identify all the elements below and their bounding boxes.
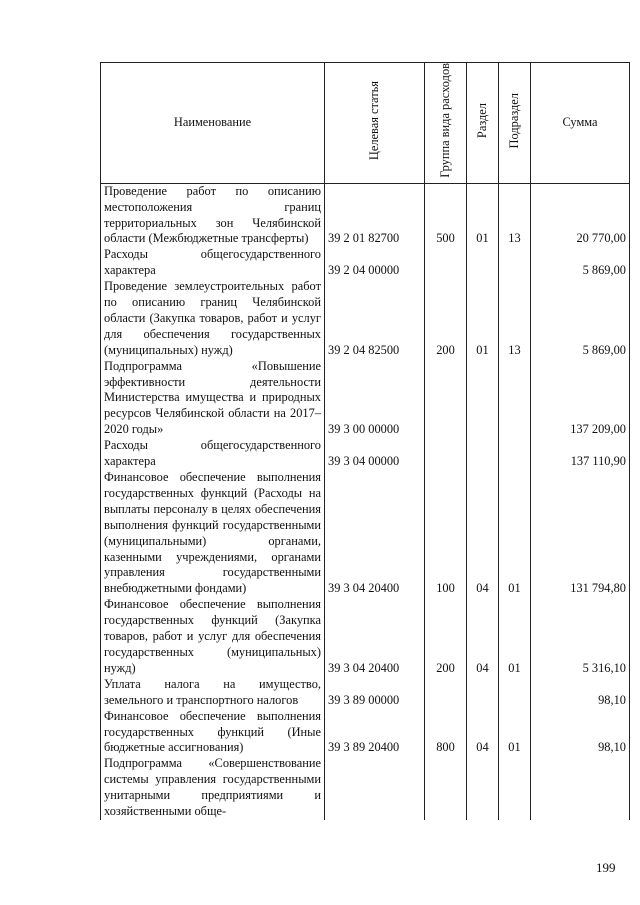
header-section: Раздел bbox=[467, 63, 499, 184]
table-row bbox=[101, 470, 630, 597]
row-subsection-cell bbox=[499, 677, 531, 709]
row-target-article-cell: 39 3 04 20400 bbox=[325, 597, 425, 677]
row-sum-cell: 5 316,10 bbox=[531, 597, 630, 677]
row-subsection-cell: 01 bbox=[499, 597, 531, 677]
table-row bbox=[101, 677, 630, 709]
row-subsection-cell: 13 bbox=[499, 183, 531, 247]
row-section-cell: 04 bbox=[467, 597, 499, 677]
row-expense-group-cell bbox=[425, 677, 467, 709]
budget-table bbox=[100, 62, 630, 820]
page-number: 199 bbox=[596, 860, 616, 875]
row-section-cell bbox=[467, 677, 499, 709]
row-expense-group-cell bbox=[425, 359, 467, 439]
row-expense-group-cell: 800 bbox=[425, 709, 467, 757]
row-target-article-cell: 39 3 89 00000 bbox=[325, 677, 425, 709]
row-name-cell: Подпрограмма «Совершенствование системы управления государственными унитарными предприятиями и хозяйственными обще- bbox=[101, 756, 325, 820]
row-section-cell bbox=[467, 359, 499, 439]
row-name-cell: Проведение работ по описанию местоположения границ территориальных зон Челябинской области (Межбюджетные трансферты) bbox=[101, 183, 325, 247]
table-row bbox=[101, 597, 630, 677]
row-target-article-cell bbox=[325, 756, 425, 820]
row-target-article-cell: 39 3 89 20400 bbox=[325, 709, 425, 757]
row-target-article-cell: 39 3 00 00000 bbox=[325, 359, 425, 439]
row-section-cell bbox=[467, 438, 499, 470]
header-target-article: Целевая статья bbox=[325, 63, 425, 184]
row-sum-cell: 5 869,00 bbox=[531, 247, 630, 279]
row-name-cell: Финансовое обеспечение выполнения государственных функций (Закупка товаров, работ и услуг для обеспечения государственных (муниципальных) нужд) bbox=[101, 597, 325, 677]
table-row bbox=[101, 359, 630, 439]
row-name-cell: Расходы общегосударственного характера bbox=[101, 438, 325, 470]
header-name: Наименование bbox=[101, 63, 325, 184]
row-name-cell: Уплата налога на имущество, земельного и транспортного налогов bbox=[101, 677, 325, 709]
table-row bbox=[101, 709, 630, 757]
table-header-row bbox=[101, 63, 630, 184]
row-target-article-cell: 39 2 04 00000 bbox=[325, 247, 425, 279]
row-name-cell: Проведение землеустроительных работ по описанию границ Челябинской области (Закупка товаров, работ и услуг для обеспечения государственных (муниципальных) нужд) bbox=[101, 279, 325, 359]
row-sum-cell: 131 794,80 bbox=[531, 470, 630, 597]
row-sum-cell: 98,10 bbox=[531, 709, 630, 757]
row-sum-cell: 20 770,00 bbox=[531, 183, 630, 247]
row-sum-cell: 5 869,00 bbox=[531, 279, 630, 359]
row-subsection-cell bbox=[499, 359, 531, 439]
header-expense-group: Группа вида расходов bbox=[425, 63, 467, 184]
row-name-cell: Финансовое обеспечение выполнения государственных функций (Иные бюджетные ассигнования) bbox=[101, 709, 325, 757]
row-sum-cell: 137 110,90 bbox=[531, 438, 630, 470]
row-target-article-cell: 39 3 04 00000 bbox=[325, 438, 425, 470]
row-target-article-cell: 39 2 04 82500 bbox=[325, 279, 425, 359]
row-expense-group-cell bbox=[425, 438, 467, 470]
row-subsection-cell: 01 bbox=[499, 709, 531, 757]
table-body bbox=[101, 183, 630, 820]
table-row bbox=[101, 247, 630, 279]
row-subsection-cell: 13 bbox=[499, 279, 531, 359]
row-expense-group-cell: 100 bbox=[425, 470, 467, 597]
header-subsection: Подраздел bbox=[499, 63, 531, 184]
row-sum-cell: 137 209,00 bbox=[531, 359, 630, 439]
table-row bbox=[101, 183, 630, 247]
row-sum-cell bbox=[531, 756, 630, 820]
row-section-cell: 04 bbox=[467, 470, 499, 597]
row-name-cell: Подпрограмма «Повышение эффективности деятельности Министерства имущества и природных ресурсов Челябинской области на 2017–2020 годы» bbox=[101, 359, 325, 439]
row-name-cell: Финансовое обеспечение выполнения государственных функций (Расходы на выплаты персоналу в целях обеспечения выполнения функций государственными (муниципальными) органами, казенными учреждениями, органами управления государственными внебюджетными фондами) bbox=[101, 470, 325, 597]
row-expense-group-cell bbox=[425, 756, 467, 820]
row-subsection-cell bbox=[499, 438, 531, 470]
row-target-article-cell: 39 3 04 20400 bbox=[325, 470, 425, 597]
row-section-cell bbox=[467, 756, 499, 820]
row-expense-group-cell bbox=[425, 247, 467, 279]
row-section-cell: 04 bbox=[467, 709, 499, 757]
row-section-cell: 01 bbox=[467, 279, 499, 359]
row-expense-group-cell: 200 bbox=[425, 597, 467, 677]
table-row bbox=[101, 279, 630, 359]
row-sum-cell: 98,10 bbox=[531, 677, 630, 709]
table-row bbox=[101, 438, 630, 470]
row-expense-group-cell: 200 bbox=[425, 279, 467, 359]
table-row bbox=[101, 756, 630, 820]
row-section-cell: 01 bbox=[467, 183, 499, 247]
row-name-cell: Расходы общегосударственного характера bbox=[101, 247, 325, 279]
row-subsection-cell: 01 bbox=[499, 470, 531, 597]
row-subsection-cell bbox=[499, 247, 531, 279]
row-expense-group-cell: 500 bbox=[425, 183, 467, 247]
row-subsection-cell bbox=[499, 756, 531, 820]
row-target-article-cell: 39 2 01 82700 bbox=[325, 183, 425, 247]
row-section-cell bbox=[467, 247, 499, 279]
header-sum: Сумма bbox=[531, 63, 630, 184]
